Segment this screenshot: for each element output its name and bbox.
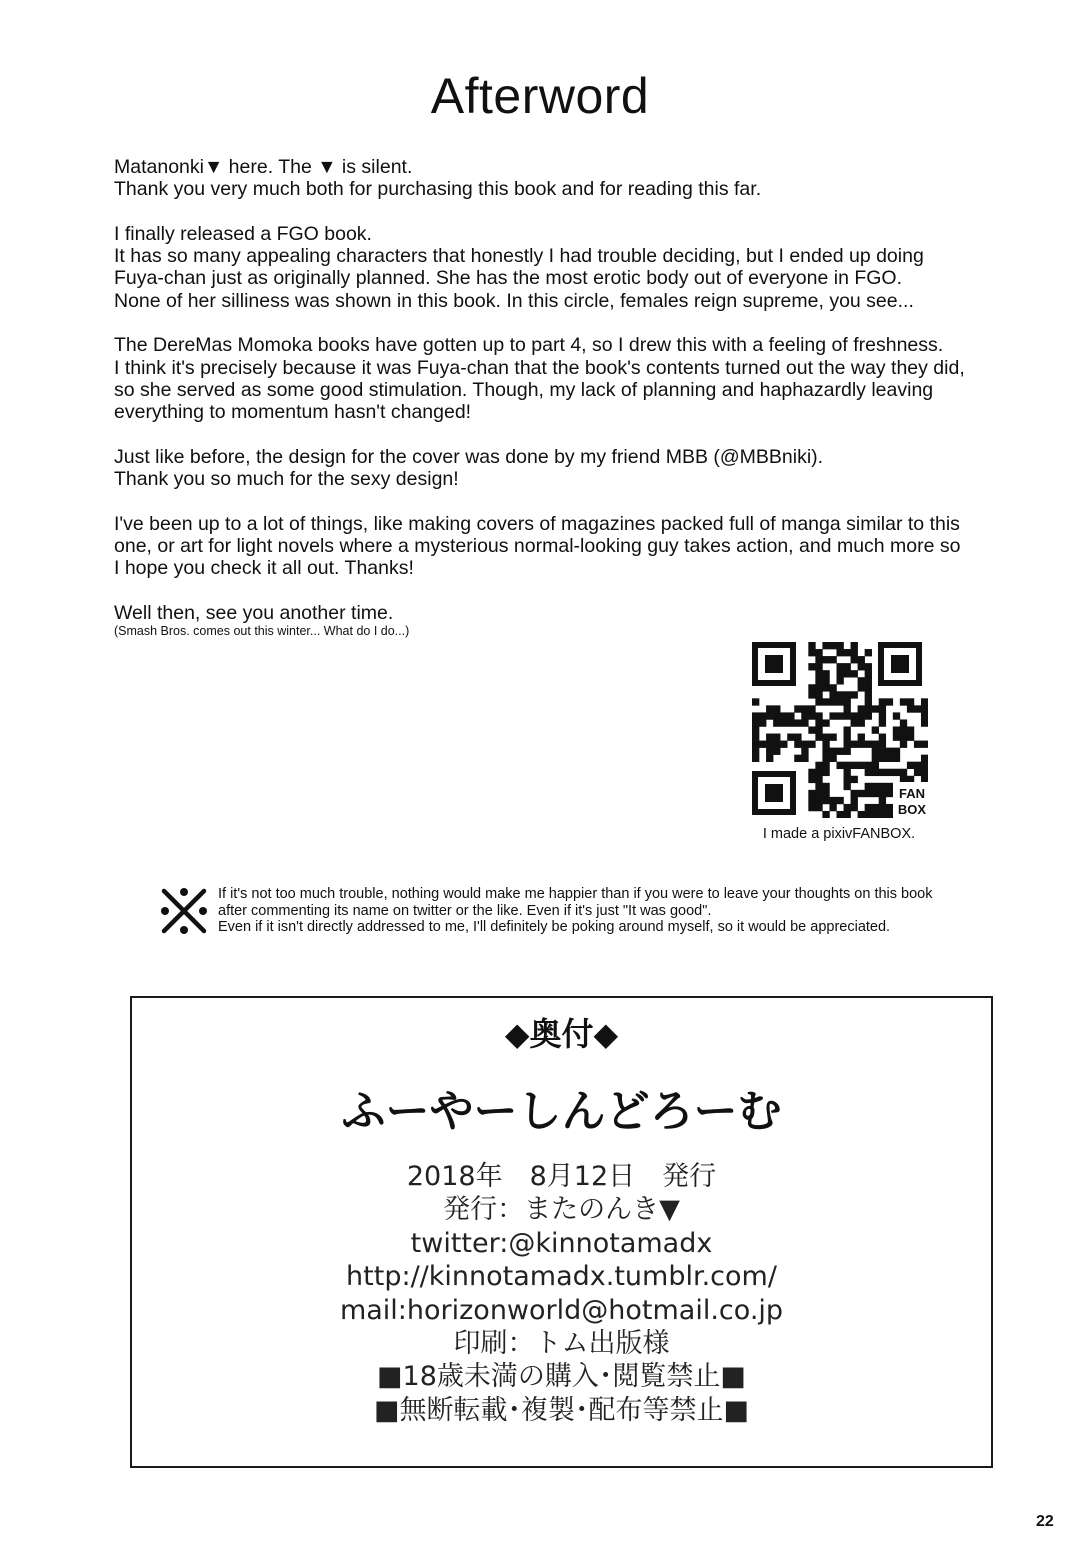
text-line: so she served as some good stimulation. Though, my lack of planning and haphazardly leaving — [114, 378, 934, 401]
twitter-handle: twitter:@kinnotamadx — [410, 1227, 713, 1259]
fanbox-badge-text: FAN — [899, 786, 925, 801]
paragraph — [114, 156, 1014, 201]
text-line: Thank you very much both for purchasing this book and for reading this far. — [114, 178, 762, 201]
text-line: I think it's precisely because it was Fuya-chan that the book's contents turned out the way they did, — [114, 356, 965, 379]
fanbox-badge-text: BOX — [897, 802, 927, 817]
text-line: I finally released a FGO book. — [114, 222, 372, 245]
qr-caption: I made a pixivFANBOX. — [762, 826, 916, 842]
publish-date: 2018年 8月12日 発行 — [406, 1161, 717, 1192]
closing-note: (Smash Bros. comes out this winter... What do I do...) — [114, 624, 410, 639]
text-line: one, or art for light novels where a mysterious normal-looking guy takes action, and much more so — [114, 535, 961, 558]
reference-mark-icon — [160, 887, 208, 935]
publisher: 発行：またのんき▼ — [443, 1194, 680, 1226]
feedback-note — [218, 886, 1008, 936]
qr-code-icon — [752, 642, 928, 818]
paragraph — [114, 334, 1014, 423]
note-line: If it's not too much trouble, nothing would make me happier than if you were to leave your thoughts on this book — [218, 886, 933, 902]
age-restriction: ■18歳未満の購入･閲覧禁止■ — [377, 1361, 746, 1393]
text-line: It has so many appealing characters that honestly I had trouble deciding, but I ended up doing — [114, 245, 924, 268]
text-line: None of her silliness was shown in this book. In this circle, females reign supreme, you see... — [114, 289, 914, 312]
copyright-notice: ■無断転載･複製･配布等禁止■ — [373, 1394, 750, 1426]
closing-line: Well then, see you another time. — [114, 601, 394, 624]
paragraph — [114, 513, 1014, 580]
text-line: Thank you so much for the sexy design! — [114, 468, 459, 491]
page-number: 22 — [1036, 1513, 1054, 1530]
colophon-heading: ◆奥付◆ — [504, 1015, 619, 1053]
paragraph — [114, 223, 1014, 312]
printer: 印刷：トム出版様 — [453, 1328, 670, 1360]
note-line: after commenting its name on twitter or the like. Even if it's just "It was good". — [218, 902, 712, 919]
text-line: everything to momentum hasn't changed! — [114, 401, 472, 424]
fanbox-qr-code[interactable] — [752, 642, 928, 818]
closing-paragraph — [114, 602, 1014, 638]
contact-email: mail:horizonworld@hotmail.co.jp — [339, 1294, 784, 1326]
note-line: Even if it isn't directly addressed to me, I'll definitely be poking around myself, so it would be appreciated. — [218, 919, 891, 936]
afterword-body — [114, 156, 1014, 638]
text-line: I hope you check it all out. Thanks! — [114, 557, 414, 580]
book-title: ふーやーしんどろーむ — [341, 1086, 782, 1137]
text-line: Fuya-chan just as originally planned. She has the most erotic body out of everyone in FGO. — [114, 267, 903, 290]
text-line: The DereMas Momoka books have gotten up to part 4, so I drew this with a feeling of freshness. — [114, 334, 944, 357]
paragraph — [114, 446, 1014, 491]
text-line: Just like before, the design for the cover was done by my friend MBB (@MBBniki). — [114, 445, 824, 468]
text-line: I've been up to a lot of things, like making covers of magazines packed full of manga similar to this — [114, 512, 960, 535]
page-title: Afterword — [430, 68, 650, 124]
text-line: Matanonki▼ here. The ▼ is silent. — [114, 156, 413, 178]
colophon-box — [130, 996, 993, 1468]
website-url: http://kinnotamadx.tumblr.com/ — [346, 1261, 777, 1293]
colophon-info — [132, 1160, 991, 1427]
